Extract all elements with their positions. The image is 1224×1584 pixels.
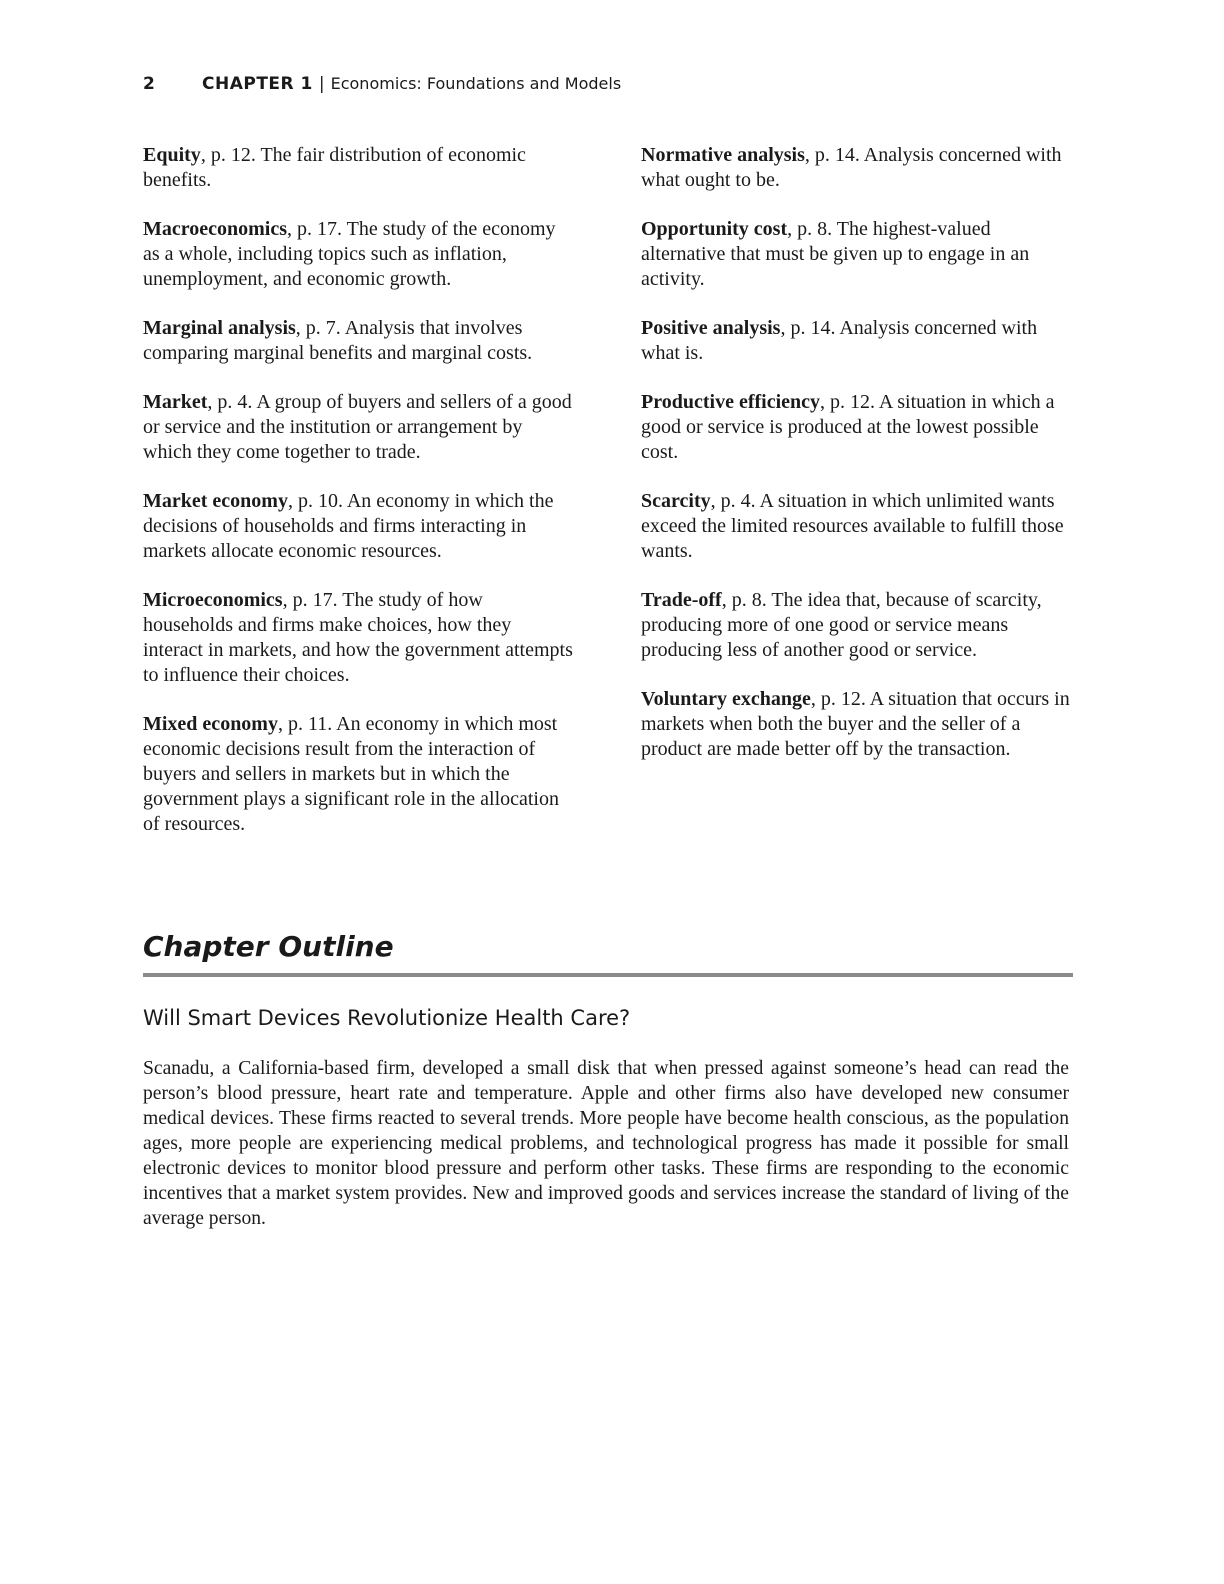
glossary-entry bbox=[641, 316, 1073, 366]
section-title: Will Smart Devices Revolutionize Health Care? bbox=[143, 1006, 631, 1030]
glossary-entry bbox=[143, 588, 575, 688]
glossary-entry bbox=[641, 489, 1073, 564]
glossary-entry bbox=[143, 217, 575, 292]
glossary-definition: , p. 17. The study of the economy as a whole, including topics such as inflation, unemployment, and economic growth. bbox=[143, 218, 556, 290]
glossary-entry bbox=[641, 390, 1073, 465]
glossary-term: Trade-off bbox=[641, 589, 722, 611]
glossary-column-left bbox=[143, 143, 575, 861]
glossary-definition: , p. 14. Analysis concerned with what ought to be. bbox=[641, 144, 1062, 191]
glossary-entry bbox=[143, 143, 575, 193]
chapter-title: Economics: Foundations and Models bbox=[330, 74, 622, 93]
glossary-entry bbox=[641, 217, 1073, 292]
glossary-term: Macroeconomics bbox=[143, 218, 288, 240]
glossary-entry bbox=[641, 687, 1073, 762]
glossary-column-right bbox=[641, 143, 1073, 861]
glossary-entry bbox=[143, 390, 575, 465]
chapter-outline-heading bbox=[143, 927, 1073, 977]
glossary-definition: , p. 4. A situation in which unlimited wants exceed the limited resources available to fulfill those wants. bbox=[641, 490, 1064, 562]
glossary-term: Normative analysis bbox=[641, 144, 805, 166]
glossary-definition: , p. 8. The idea that, because of scarcity, producing more of one good or service means producing less of another good or service. bbox=[641, 589, 1042, 661]
glossary-definition: , p. 11. An economy in which most economic decisions result from the interaction of buyers and sellers in markets but in which the government plays a significant role in the allocation of resources. bbox=[143, 713, 559, 835]
glossary-definition: , p. 8. The highest-valued alternative that must be given up to engage in an activity. bbox=[641, 218, 1030, 290]
glossary-term: Productive efficiency bbox=[641, 391, 821, 413]
glossary-entry bbox=[641, 588, 1073, 663]
glossary-entry bbox=[143, 712, 575, 837]
glossary-term: Marginal analysis bbox=[143, 317, 296, 339]
glossary-definition: , p. 7. Analysis that involves comparing marginal benefits and marginal costs. bbox=[143, 317, 533, 364]
running-header bbox=[143, 72, 621, 96]
glossary-entry bbox=[143, 489, 575, 564]
header-separator: | bbox=[318, 74, 325, 94]
glossary-definition: , p. 12. A situation that occurs in markets when both the buyer and the seller of a product are made better off by the transaction. bbox=[641, 688, 1070, 760]
page-number: 2 bbox=[143, 74, 155, 94]
key-terms-glossary bbox=[143, 143, 1073, 861]
glossary-definition: , p. 17. The study of how households and firms make choices, how they interact in markets, and how the government attempts to influence their choices. bbox=[143, 589, 573, 686]
glossary-definition: , p. 4. A group of buyers and sellers of a good or service and the institution or arrangement by which they come together to trade. bbox=[143, 391, 572, 463]
glossary-term: Opportunity cost bbox=[641, 218, 788, 240]
glossary-term: Mixed economy bbox=[143, 713, 278, 735]
glossary-term: Scarcity bbox=[641, 490, 711, 512]
glossary-term: Positive analysis bbox=[641, 317, 781, 339]
glossary-term: Equity bbox=[143, 144, 201, 166]
glossary-term: Microeconomics bbox=[143, 589, 283, 611]
glossary-entry bbox=[143, 316, 575, 366]
body-paragraph: Scanadu, a California-based firm, developed a small disk that when pressed against someone’s head can read the person’s blood pressure, heart rate and temperature. Apple and other firms also have developed new consumer medical devices. These firms reacted to several trends. More people have become health conscious, as the population ages, more people are experiencing medical problems, and technological progress has made it possible for small electronic devices to monitor blood pressure and perform other tasks. These firms are responding to the economic incentives that a market system provides. New and improved goods and services increase the standard of living of the average person. bbox=[143, 1058, 1069, 1229]
glossary-entry bbox=[641, 143, 1073, 193]
glossary-definition: , p. 12. A situation in which a good or service is produced at the lowest possible cost. bbox=[641, 391, 1055, 463]
chapter-outline-title: Chapter Outline bbox=[143, 927, 1073, 977]
glossary-definition: , p. 14. Analysis concerned with what is. bbox=[641, 317, 1038, 364]
glossary-term: Voluntary exchange bbox=[641, 688, 811, 710]
chapter-label: CHAPTER 1 bbox=[202, 74, 313, 94]
glossary-term: Market economy bbox=[143, 490, 288, 512]
glossary-definition: , p. 10. An economy in which the decisions of households and firms interacting in markets allocate economic resources. bbox=[143, 490, 554, 562]
glossary-term: Market bbox=[143, 391, 208, 413]
glossary-definition: , p. 12. The fair distribution of economic benefits. bbox=[143, 144, 526, 191]
